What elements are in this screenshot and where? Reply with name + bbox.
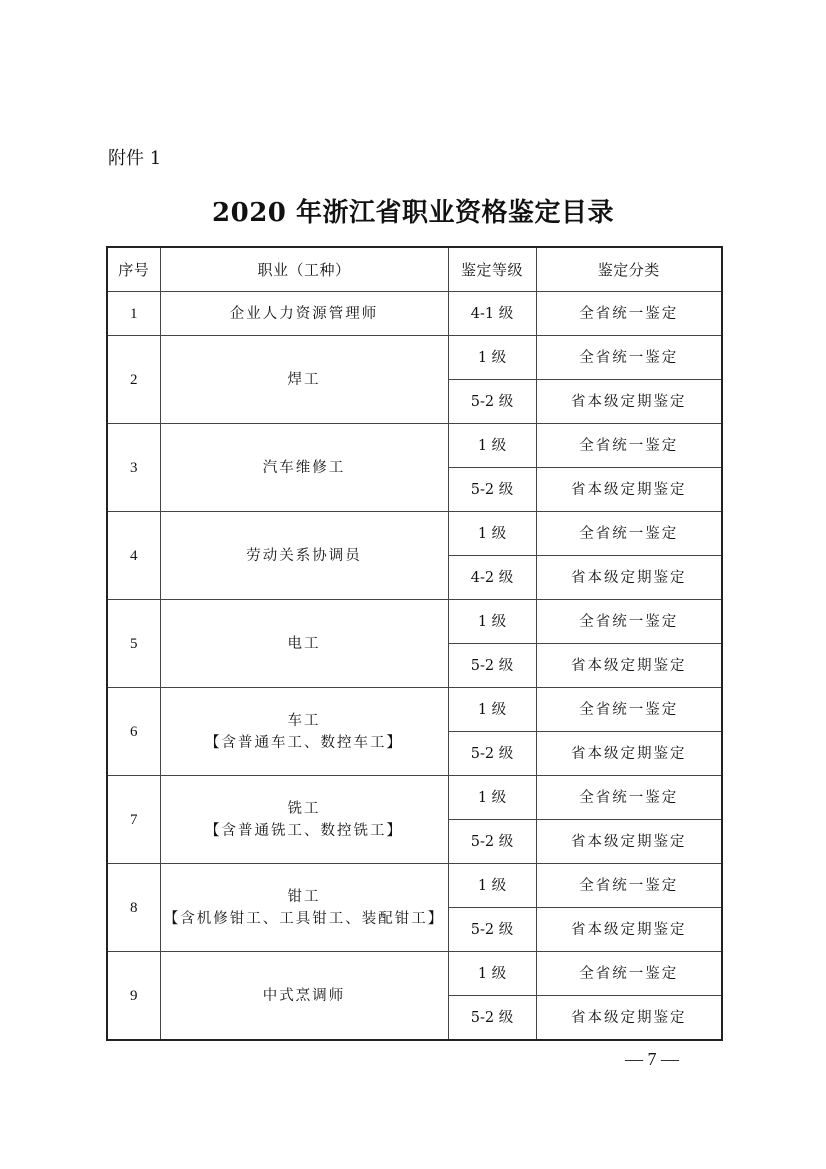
level-cell: 4-1 级 <box>448 292 536 336</box>
table-row <box>107 864 722 908</box>
table-row <box>107 688 722 732</box>
occupation-cell <box>160 864 448 952</box>
occupation-cell <box>160 776 448 864</box>
occupation-cell <box>160 336 448 424</box>
category-cell: 全省统一鉴定 <box>536 688 722 732</box>
occupation-name: 劳动关系协调员 <box>246 547 362 564</box>
occupation-name: 电工 <box>287 635 321 652</box>
level-cell: 1 级 <box>448 512 536 556</box>
level-cell: 1 级 <box>448 336 536 380</box>
row-number: 8 <box>107 864 160 952</box>
table-row <box>107 952 722 996</box>
category-cell: 省本级定期鉴定 <box>536 644 722 688</box>
occupation-cell <box>160 292 448 336</box>
occupation-cell <box>160 600 448 688</box>
attachment-label: 附件 1 <box>108 148 162 169</box>
category-cell: 省本级定期鉴定 <box>536 556 722 600</box>
occupation-subtypes: 【含机修钳工、工具钳工、装配钳工】 <box>163 910 445 927</box>
category-cell: 全省统一鉴定 <box>536 864 722 908</box>
occupation-subtypes: 【含普通铣工、数控铣工】 <box>205 822 403 839</box>
level-cell: 5-2 级 <box>448 468 536 512</box>
category-cell: 全省统一鉴定 <box>536 600 722 644</box>
row-number: 9 <box>107 952 160 1041</box>
qualification-table <box>106 246 723 1041</box>
level-cell: 1 级 <box>448 688 536 732</box>
occupation-name: 车工 <box>287 712 321 729</box>
occupation-name: 焊工 <box>287 371 321 388</box>
occupation-name: 企业人力资源管理师 <box>229 305 379 322</box>
row-number: 2 <box>107 336 160 424</box>
occupation-cell <box>160 688 448 776</box>
category-cell: 全省统一鉴定 <box>536 292 722 336</box>
table-row <box>107 292 722 336</box>
category-cell: 省本级定期鉴定 <box>536 820 722 864</box>
row-number: 5 <box>107 600 160 688</box>
level-cell: 5-2 级 <box>448 380 536 424</box>
header-category: 鉴定分类 <box>536 247 722 292</box>
header-no: 序号 <box>107 247 160 292</box>
table-row <box>107 512 722 556</box>
level-cell: 1 级 <box>448 776 536 820</box>
row-number: 7 <box>107 776 160 864</box>
table-row <box>107 424 722 468</box>
header-level: 鉴定等级 <box>448 247 536 292</box>
table-row <box>107 336 722 380</box>
category-cell: 省本级定期鉴定 <box>536 380 722 424</box>
occupation-subtypes: 【含普通车工、数控车工】 <box>205 734 403 751</box>
level-cell: 5-2 级 <box>448 996 536 1041</box>
row-number: 6 <box>107 688 160 776</box>
category-cell: 全省统一鉴定 <box>536 424 722 468</box>
page-number: — 7 — <box>625 1049 679 1069</box>
level-cell: 1 级 <box>448 424 536 468</box>
occupation-cell <box>160 512 448 600</box>
category-cell: 全省统一鉴定 <box>536 776 722 820</box>
table-row <box>107 776 722 820</box>
occupation-cell <box>160 952 448 1041</box>
level-cell: 1 级 <box>448 864 536 908</box>
level-cell: 5-2 级 <box>448 644 536 688</box>
level-cell: 4-2 级 <box>448 556 536 600</box>
header-occupation: 职业（工种） <box>160 247 448 292</box>
category-cell: 全省统一鉴定 <box>536 336 722 380</box>
level-cell: 1 级 <box>448 600 536 644</box>
category-cell: 全省统一鉴定 <box>536 512 722 556</box>
category-cell: 省本级定期鉴定 <box>536 908 722 952</box>
occupation-name: 钳工 <box>287 888 321 905</box>
row-number: 3 <box>107 424 160 512</box>
level-cell: 5-2 级 <box>448 820 536 864</box>
category-cell: 全省统一鉴定 <box>536 952 722 996</box>
occupation-name: 中式烹调师 <box>262 987 346 1004</box>
occupation-name: 汽车维修工 <box>262 459 346 476</box>
level-cell: 5-2 级 <box>448 908 536 952</box>
row-number: 4 <box>107 512 160 600</box>
occupation-cell <box>160 424 448 512</box>
table-header-row <box>107 247 722 292</box>
category-cell: 省本级定期鉴定 <box>536 468 722 512</box>
table-row <box>107 600 722 644</box>
document-title: 2020 年浙江省职业资格鉴定目录 <box>212 198 614 228</box>
level-cell: 1 级 <box>448 952 536 996</box>
category-cell: 省本级定期鉴定 <box>536 732 722 776</box>
level-cell: 5-2 级 <box>448 732 536 776</box>
row-number: 1 <box>107 292 160 336</box>
category-cell: 省本级定期鉴定 <box>536 996 722 1041</box>
occupation-name: 铣工 <box>287 800 321 817</box>
